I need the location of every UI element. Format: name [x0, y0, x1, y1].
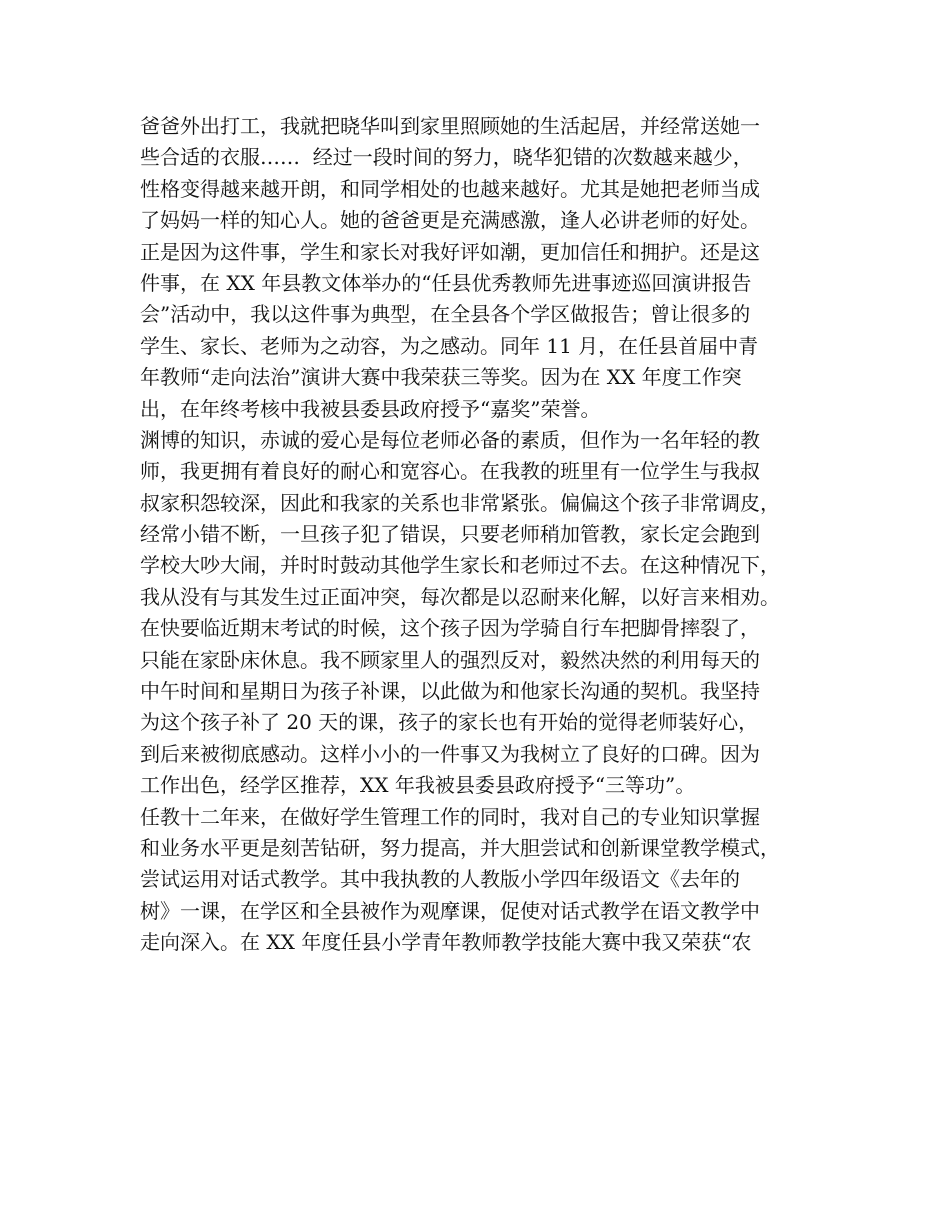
text-line-22: 工作出色，经学区推荐，XX 年我被县委县政府授予“三等功”。 [140, 773, 696, 798]
text-line-8: 学生、家长、老师为之动容，为之感动。同年 11 月，在任县首届中青 [140, 333, 759, 358]
text-line-27: 走向深入。在 XX 年度任县小学青年教师教学技能大赛中我又荣获“农 [140, 930, 752, 955]
text-line-21: 到后来被彻底感动。这样小小的一件事又为我树立了良好的口碑。因为 [140, 741, 760, 766]
body-text [140, 111, 830, 959]
text-line-1: 爸爸外出打工，我就把晓华叫到家里照顾她的生活起居，并经常送她一 [140, 114, 760, 138]
text-line-26: 树》一课，在学区和全县被作为观摩课，促使对话式教学在语文教学中 [140, 898, 760, 923]
text-line-17: 在快要临近期末考试的时候，这个孩子因为学骑自行车把脚骨摔裂了， [140, 616, 760, 641]
text-line-16: 我从没有与其发生过正面冲突，每次都是以忍耐来化解，以好言来相劝。 [140, 584, 780, 609]
text-line-5: 正是因为这件事，学生和家长对我好评如潮，更加信任和拥护。还是这 [140, 239, 760, 264]
text-line-14: 经常小错不断，一旦孩子犯了错误，只要老师稍加管教，家长定会跑到 [140, 522, 760, 547]
text-line-9: 年教师“走向法治”演讲大赛中我荣获三等奖。因为在 XX 年度工作突 [140, 365, 742, 390]
text-line-3: 性格变得越来越开朗，和同学相处的也越来越好。尤其是她把老师当成 [140, 176, 760, 201]
text-line-2: 些合适的衣服…… 经过一段时间的努力，晓华犯错的次数越来越少， [140, 145, 753, 170]
text-line-11: 渊博的知识，赤诚的爱心是每位老师必备的素质，但作为一名年轻的教 [140, 427, 760, 452]
text-line-18: 只能在家卧床休息。我不顾家里人的强烈反对，毅然决然的利用每天的 [140, 647, 760, 672]
text-line-6: 件事，在 XX 年县教文体举办的“任县优秀教师先进事迹巡回演讲报告 [140, 270, 752, 295]
text-line-7: 会”活动中，我以这件事为典型，在全县各个学区做报告；曾让很多的 [140, 302, 751, 327]
text-line-13: 叔家积怨较深，因此和我家的关系也非常紧张。偏偏这个孩子非常调皮， [140, 490, 780, 515]
text-line-19: 中午时间和星期日为孩子补课，以此做为和他家长沟通的契机。我坚持 [140, 679, 760, 704]
text-line-24: 和业务水平更是刻苦钻研，努力提高，并大胆尝试和创新课堂教学模式， [140, 835, 780, 860]
text-line-12: 师，我更拥有着良好的耐心和宽容心。在我教的班里有一位学生与我叔 [140, 459, 760, 484]
text-line-10: 出，在年终考核中我被县委县政府授予“嘉奖”荣誉。 [140, 396, 601, 421]
text-line-15: 学校大吵大闹，并时时鼓动其他学生家长和老师过不去。在这种情况下， [140, 553, 780, 578]
text-line-23: 任教十二年来，在做好学生管理工作的同时，我对自己的专业知识掌握 [140, 804, 760, 829]
text-line-25: 尝试运用对话式教学。其中我执教的人教版小学四年级语文《去年的 [140, 867, 740, 892]
text-line-20: 为这个孩子补了 20 天的课，孩子的家长也有开始的觉得老师装好心， [140, 710, 759, 735]
text-line-4: 了妈妈一样的知心人。她的爸爸更是充满感激，逢人必讲老师的好处。 [140, 208, 760, 233]
